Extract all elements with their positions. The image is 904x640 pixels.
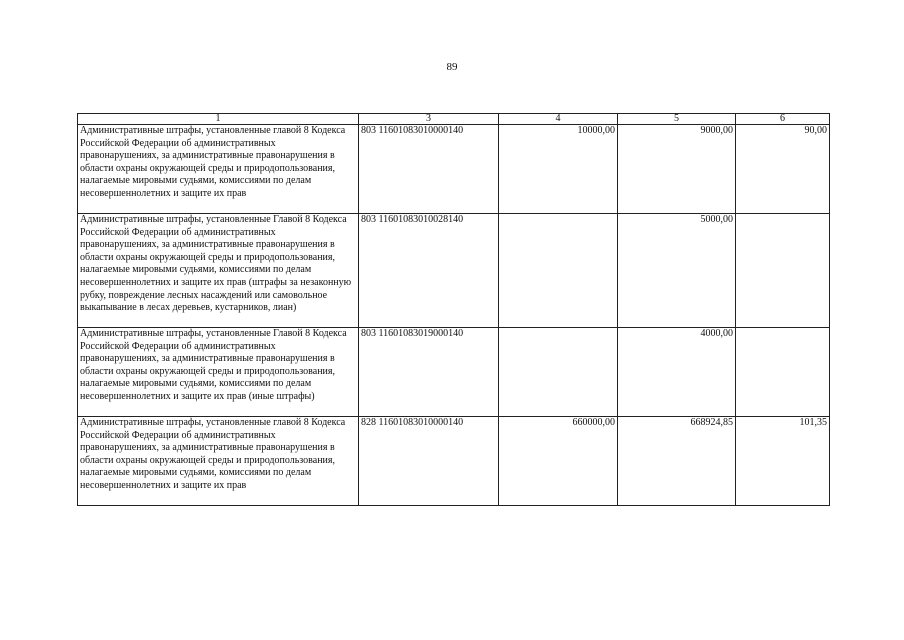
row-description: Административные штрафы, установленные Главой 8 Кодекса Российской Федерации об административных правонарушениях, за административные правонарушения в области охраны окружающей среды и природопользования, налагаемые мировыми судьями, комиссиями по делам несовершеннолетних и защите их прав (иные штрафы) [78,328,359,417]
row-value-col4 [499,214,618,328]
table-header-row [78,114,830,125]
row-budget-code: 828 11601083010000140 [359,417,499,506]
table-row [78,328,830,417]
row-value-col4: 10000,00 [499,125,618,214]
column-header-6: 6 [736,114,830,125]
row-description: Административные штрафы, установленные главой 8 Кодекса Российской Федерации об административных правонарушениях, за административные правонарушения в области охраны окружающей среды и природопользования, налагаемые мировыми судьями, комиссиями по делам несовершеннолетних и защите их прав [78,417,359,506]
column-header-3: 3 [359,114,499,125]
table-row [78,125,830,214]
row-value-col5: 5000,00 [618,214,736,328]
row-value-col6 [736,214,830,328]
column-header-5: 5 [618,114,736,125]
row-description: Административные штрафы, установленные Главой 8 Кодекса Российской Федерации об административных правонарушениях, за административные правонарушения в области охраны окружающей среды и природопользования, налагаемые мировыми судьями, комиссиями по делам несовершеннолетних и защите их прав (штрафы за незаконную рубку, повреждение лесных насаждений или самовольное выкапывание в лесах деревьев, кустарников, лиан) [78,214,359,328]
row-budget-code: 803 11601083010000140 [359,125,499,214]
row-budget-code: 803 11601083010028140 [359,214,499,328]
row-value-col6: 101,35 [736,417,830,506]
row-value-col5: 9000,00 [618,125,736,214]
row-value-col6: 90,00 [736,125,830,214]
page-number: 89 [446,61,458,73]
column-header-4: 4 [499,114,618,125]
row-description: Административные штрафы, установленные главой 8 Кодекса Российской Федерации об административных правонарушениях, за административные правонарушения в области охраны окружающей среды и природопользования, налагаемые мировыми судьями, комиссиями по делам несовершеннолетних и защите их прав [78,125,359,214]
table-row [78,214,830,328]
row-value-col5: 668924,85 [618,417,736,506]
row-value-col4: 660000,00 [499,417,618,506]
row-budget-code: 803 11601083019000140 [359,328,499,417]
table-row [78,417,830,506]
row-value-col5: 4000,00 [618,328,736,417]
column-header-1: 1 [78,114,359,125]
row-value-col4 [499,328,618,417]
row-value-col6 [736,328,830,417]
budget-table [77,113,830,506]
